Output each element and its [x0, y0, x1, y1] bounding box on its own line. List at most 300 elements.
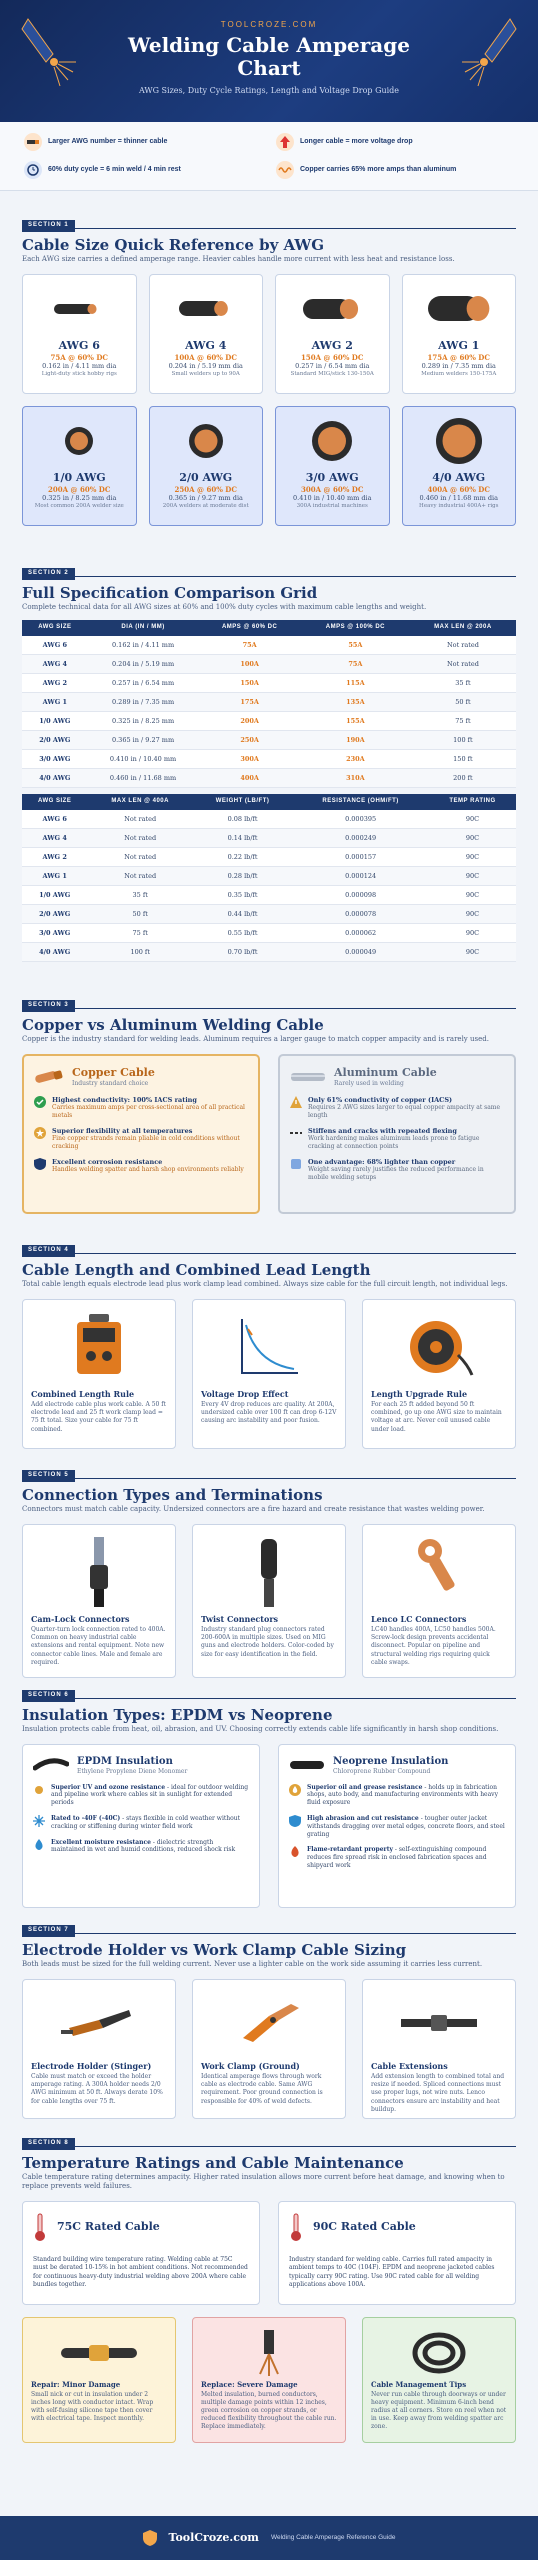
card-title: Combined Length Rule	[31, 1388, 135, 1399]
footer-tagline: Welding Cable Amperage Reference Guide	[270, 2533, 396, 2541]
awg-diameter: 0.204 in / 5.19 mm dia	[168, 362, 243, 371]
welding-torch-icon	[460, 14, 520, 104]
card-electrode-holder	[22, 1979, 176, 2119]
aluminum-cable-icon	[290, 1071, 326, 1083]
section-title: Insulation Types: EPDM vs Neoprene	[22, 1705, 333, 1724]
table-cell: 1/0 AWG	[22, 712, 88, 731]
table-cell: 400A	[198, 769, 301, 788]
card-desc: Quarter-turn lock connection rated to 400A. Common on heavy industrial cable extensions and rental equipment. Note new connector cable lines. Male and female are required.	[31, 1626, 166, 1666]
awg-amps: 200A @ 60% DC	[48, 485, 111, 495]
table-cell: 90C	[429, 848, 516, 867]
copper-title: Copper Cable	[72, 1065, 155, 1079]
table-row	[22, 905, 516, 924]
section-insulation	[0, 1690, 538, 1908]
table-row	[22, 712, 516, 731]
table-cell: 190A	[301, 731, 410, 750]
table-cell: AWG 6	[22, 810, 87, 829]
section-badge: SECTION 3	[22, 1000, 75, 1012]
table-header: MAX LEN @ 400A	[87, 794, 193, 810]
neoprene-sub: Chloroprene Rubber Compound	[333, 1767, 431, 1775]
section-badge: SECTION 6	[22, 1690, 75, 1702]
section-awg-reference	[0, 220, 538, 526]
snowflake-icon	[33, 1815, 45, 1827]
arrow-up-icon	[276, 133, 294, 151]
title-line-2: Chart	[237, 56, 301, 81]
card-desc: Identical amperage flows through work cable as electrode cable. Same AWG requirement. Poor ground connection is responsible for 40% of weld defects.	[201, 2073, 323, 2105]
copper-cable-box	[22, 1054, 260, 1214]
cable-cross-section-icon	[177, 298, 235, 319]
table-cell: 0.204 in / 5.19 mm	[88, 655, 199, 674]
table-cell: 90C	[429, 886, 516, 905]
table-cell: AWG 2	[22, 848, 87, 867]
card-desc: Industry standard for welding cable. Carries full rated ampacity in ambient temps to 40C (104F). EPDM and neoprene jacketed cables typically carry 90C rating. Use 90C rated cable for all welding applications above 100A.	[289, 2255, 495, 2289]
legend-item	[276, 160, 514, 180]
thermometer-icon	[289, 2212, 303, 2242]
awg-card	[402, 274, 517, 394]
coiled-cable-icon	[409, 2328, 469, 2378]
point-desc: Weight saving rarely justifies the reduced performance in mobile welding setups	[308, 1166, 484, 1182]
card-90c	[278, 2201, 516, 2305]
legend-item	[276, 132, 514, 152]
card-title: Cable Extensions	[371, 2060, 448, 2071]
card-desc: Every 4V drop reduces arc quality. At 200A, undersized cable over 100 ft can drop 6-12V causing arc instability and poor fusion.	[201, 1401, 337, 1425]
card-cam-lock	[22, 1524, 176, 1678]
point-desc: - self-extinguishing compound reduces fire spread risk in enclosed fabrication spaces and shipyard work	[307, 1846, 487, 1870]
table-cell: Not rated	[87, 810, 193, 829]
table-cell: 0.000098	[292, 886, 429, 905]
shield-logo-icon	[143, 2530, 157, 2546]
point-title: Superior flexibility at all temperatures	[52, 1127, 193, 1136]
section-desc: Complete technical data for all AWG sizes at 60% and 100% duty cycles with maximum cable lengths and weight.	[22, 602, 427, 611]
awg-size: 4/0 AWG	[432, 470, 486, 484]
table-cell: Not rated	[87, 867, 193, 886]
copper-cable-icon	[34, 1070, 64, 1084]
awg-size: AWG 2	[311, 338, 353, 352]
legend-text: Longer cable = more voltage drop	[300, 138, 413, 146]
table-cell: AWG 6	[22, 636, 88, 655]
section-badge: SECTION 5	[22, 1470, 75, 1482]
point-title: Rated to -40F (-40C)	[51, 1815, 121, 1823]
table-cell: AWG 1	[22, 867, 87, 886]
table-cell: AWG 2	[22, 674, 88, 693]
card-title: Work Clamp (Ground)	[201, 2060, 300, 2071]
table-cell: 0.000062	[292, 924, 429, 943]
neoprene-title: Neoprene Insulation	[333, 1755, 449, 1767]
spec-table-2	[22, 794, 516, 962]
table-cell: Not rated	[410, 636, 516, 655]
card-voltage-drop	[192, 1299, 346, 1449]
damaged-cable-icon	[244, 2328, 294, 2378]
awg-diameter: 0.410 in / 10.40 mm dia	[293, 494, 372, 503]
feature-point	[290, 1158, 504, 1182]
section-connections	[0, 1470, 538, 1678]
legend-text: Copper carries 65% more amps than aluminum	[300, 166, 457, 174]
point-title: Superior UV and ozone resistance	[51, 1783, 166, 1791]
card-title: Voltage Drop Effect	[201, 1388, 289, 1399]
card-desc: LC40 handles 400A, LC50 handles 500A. Screw-lock design prevents accidental disconnect. Popular on pipeline and structural welding rigs requiring quick cable swaps.	[371, 1626, 496, 1666]
awg-amps: 400A @ 60% DC	[427, 485, 490, 495]
table-cell: 90C	[429, 829, 516, 848]
card-length-upgrade	[362, 1299, 516, 1449]
card-desc: Cable must match or exceed the holder amperage rating. A 300A holder needs 2/0 AWG minimum at 50 ft. Always derate 10% for cable lengths over 75 ft.	[31, 2073, 163, 2105]
section-title: Cable Size Quick Reference by AWG	[22, 235, 325, 254]
table-cell: 90C	[429, 867, 516, 886]
awg-note: 300A industrial machines	[296, 502, 368, 509]
electrode-holder-icon	[59, 1998, 139, 2048]
footer-brand[interactable]: ToolCroze.com	[168, 2530, 259, 2544]
table-cell: 0.08 lb/ft	[193, 810, 292, 829]
awg-size: AWG 4	[185, 338, 227, 352]
table-row	[22, 731, 516, 750]
cable-cross-section-icon	[426, 293, 492, 324]
cable-cross-section-icon	[176, 413, 236, 469]
table-cell: 90C	[429, 810, 516, 829]
awg-note: Heavy industrial 400A+ rigs	[419, 502, 499, 509]
section-badge: SECTION 2	[22, 568, 75, 580]
point-desc: Fine copper strands remain pliable in cold conditions without cracking	[52, 1135, 240, 1151]
table-cell: AWG 4	[22, 655, 88, 674]
feature-point	[34, 1127, 248, 1151]
table-cell: 0.55 lb/ft	[193, 924, 292, 943]
table-row	[22, 693, 516, 712]
point-desc: Work hardening makes aluminum leads prone to fatigue cracking at connection points	[308, 1135, 480, 1151]
table-cell: 75 ft	[87, 924, 193, 943]
awg-note: Small welders up to 90A	[171, 370, 240, 377]
section-desc: Each AWG size carries a defined amperage range. Heavier cables handle more current with less heat and resistance loss.	[22, 254, 455, 263]
welder-machine-icon	[69, 1312, 129, 1382]
point-title: Highest conductivity: 100% IACS rating	[52, 1095, 197, 1104]
thermometer-icon	[33, 2212, 47, 2242]
table-header: AWG SIZE	[22, 794, 87, 810]
section-desc: Insulation protects cable from heat, oil, abrasion, and UV. Choosing correctly extends cable life significantly in harsh shop conditions.	[22, 1724, 499, 1733]
awg-diameter: 0.460 in / 11.68 mm dia	[419, 494, 498, 503]
awg-note: 200A welders at moderate dist	[162, 502, 249, 509]
awg-size: 2/0 AWG	[179, 470, 233, 484]
table-cell: 200A	[198, 712, 301, 731]
awg-amps: 250A @ 60% DC	[174, 485, 237, 495]
card-repair	[22, 2317, 176, 2443]
table-cell: 0.162 in / 4.11 mm	[88, 636, 199, 655]
card-title: Lenco LC Connectors	[371, 1613, 467, 1624]
table-cell: 100 ft	[410, 731, 516, 750]
card-replace	[192, 2317, 346, 2443]
table-cell: 90C	[429, 905, 516, 924]
awg-diameter: 0.257 in / 6.54 mm dia	[295, 362, 370, 371]
point-title: Flame-retardant property	[307, 1846, 393, 1854]
legend-text: Larger AWG number = thinner cable	[48, 138, 168, 146]
table-cell: 100 ft	[87, 943, 193, 962]
table-header: TEMP RATING	[429, 794, 516, 810]
table-header: DIA (IN / MM)	[88, 620, 199, 636]
feature-point	[34, 1096, 248, 1120]
dashed-line-icon	[290, 1127, 302, 1139]
feature-point	[33, 1784, 249, 1807]
table-row	[22, 886, 516, 905]
awg-size: AWG 1	[438, 338, 480, 352]
water-drop-icon	[33, 1839, 45, 1851]
lug-connector-icon	[414, 1535, 464, 1609]
awg-note: Most common 200A welder size	[34, 502, 124, 509]
table-cell: 0.460 in / 11.68 mm	[88, 769, 199, 788]
feature-point	[34, 1158, 248, 1174]
feature-point	[289, 1846, 505, 1869]
table-cell: 0.000124	[292, 867, 429, 886]
epdm-sub: Ethylene Propylene Diene Monomer	[77, 1767, 188, 1775]
legend	[0, 122, 538, 191]
cable-reel-icon	[404, 1315, 474, 1379]
card-combined-length	[22, 1299, 176, 1449]
card-title: Twist Connectors	[201, 1613, 279, 1624]
oil-drop-icon	[289, 1784, 301, 1796]
awg-size: 3/0 AWG	[305, 470, 359, 484]
point-desc: - tougher outer jacket withstands dragging over metal edges, concrete floors, and steel grating	[307, 1815, 505, 1838]
table-cell: 135A	[301, 693, 410, 712]
section-title: Electrode Holder vs Work Clamp Cable Sizing	[22, 1940, 407, 1959]
table-cell: 3/0 AWG	[22, 750, 88, 769]
awg-amps: 150A @ 60% DC	[301, 353, 364, 363]
section-title: Copper vs Aluminum Welding Cable	[22, 1015, 324, 1034]
section-badge: SECTION 7	[22, 1925, 75, 1937]
table-cell: 1/0 AWG	[22, 886, 87, 905]
card-desc: Standard building wire temperature rating. Welding cable at 75C must be derated 10-15% in hot ambient conditions. Not recommended for continuous heavy-duty industrial welding above 200A where cable bundles together.	[33, 2255, 248, 2289]
awg-note: Light-duty stick hobby rigs	[41, 370, 117, 377]
feature-point	[33, 1839, 249, 1855]
section-desc: Copper is the industry standard for welding leads. Aluminum requires a larger gauge to match copper ampacity and is rarely used.	[22, 1034, 489, 1043]
table-cell: 0.28 lb/ft	[193, 867, 292, 886]
card-work-clamp	[192, 1979, 346, 2119]
feature-point	[290, 1096, 504, 1120]
black-cable-icon	[33, 1758, 69, 1772]
table-row	[22, 943, 516, 962]
card-desc: Small nick or cut in insulation under 2 inches long with conductor intact. Wrap with self-fusing silicone tape then cover with electrical tape. Inspect monthly.	[31, 2391, 154, 2423]
section-temperature	[0, 2138, 538, 2443]
table-row	[22, 769, 516, 788]
warning-icon	[290, 1096, 302, 1108]
table-cell: 150 ft	[410, 750, 516, 769]
table-cell: 2/0 AWG	[22, 731, 88, 750]
table-cell: 0.289 in / 7.35 mm	[88, 693, 199, 712]
aluminum-cable-box	[278, 1054, 516, 1214]
section-badge: SECTION 4	[22, 1245, 75, 1257]
flame-icon	[289, 1846, 301, 1858]
table-cell: 0.70 lb/ft	[193, 943, 292, 962]
table-cell: 250A	[198, 731, 301, 750]
copper-sub: Industry standard choice	[72, 1080, 149, 1088]
section-badge: SECTION 1	[22, 220, 75, 232]
cable-extension-icon	[399, 2003, 479, 2043]
point-desc: - ideal for outdoor welding and pipeline work where cables sit in sunlight for extended periods	[51, 1783, 249, 1807]
brand-label[interactable]: TOOLCROZE.COM	[220, 20, 318, 29]
table-cell: 50 ft	[410, 693, 516, 712]
table-cell: Not rated	[410, 655, 516, 674]
point-title: Excellent corrosion resistance	[52, 1158, 163, 1167]
table-cell: 35 ft	[410, 674, 516, 693]
epdm-title: EPDM Insulation	[77, 1755, 173, 1767]
section-badge: SECTION 8	[22, 2138, 75, 2150]
card-cable-extensions	[362, 1979, 516, 2119]
feature-point	[290, 1127, 504, 1151]
legend-item	[24, 160, 262, 180]
table-cell: 0.325 in / 8.25 mm	[88, 712, 199, 731]
voltage-drop-graph-icon	[236, 1315, 302, 1379]
table-cell: 230A	[301, 750, 410, 769]
epdm-box	[22, 1744, 260, 1908]
card-title: 75C Rated Cable	[57, 2219, 160, 2233]
card-desc: Add extension length to combined total and resize if needed. Spliced connections must use proper lugs, not wire nuts. Lenco connectors ensure arc instability and heat buildup.	[371, 2073, 505, 2113]
awg-amps: 175A @ 60% DC	[427, 353, 490, 363]
table-cell: 75A	[301, 655, 410, 674]
table-cell: AWG 4	[22, 829, 87, 848]
point-title: High abrasion and cut resistance	[307, 1815, 419, 1823]
awg-card	[149, 406, 264, 526]
card-title: Replace: Severe Damage	[201, 2379, 298, 2389]
point-title: One advantage: 68% lighter than copper	[308, 1158, 456, 1167]
table-cell: Not rated	[87, 829, 193, 848]
table-cell: 0.000049	[292, 943, 429, 962]
table-cell: 55A	[301, 636, 410, 655]
aluminum-sub: Rarely used in welding	[334, 1080, 404, 1088]
aluminum-title: Aluminum Cable	[334, 1065, 437, 1079]
cable-cross-section-icon	[302, 413, 362, 469]
table-row	[22, 829, 516, 848]
table-cell: 155A	[301, 712, 410, 731]
section-copper-aluminum	[0, 1000, 538, 1214]
table-header: AMPS @ 60% DC	[198, 620, 301, 636]
point-desc: Carries maximum amps per cross-sectional area of all practical metals	[52, 1104, 245, 1120]
neoprene-cable-icon	[289, 1758, 325, 1772]
card-desc: Industry standard plug connectors rated 200-600A in multiple sizes. Used on MIG guns and electrode holders. Color-coded by size for easy identification in the field.	[201, 1626, 334, 1658]
card-desc: Add electrode cable plus work cable. A 50 ft electrode lead and 25 ft work clamp lead = 75 ft total. Size your cable for 75 ft combined.	[31, 1401, 166, 1433]
table-row	[22, 655, 516, 674]
awg-diameter: 0.325 in / 8.25 mm dia	[42, 494, 117, 503]
taped-cable-icon	[59, 2338, 139, 2368]
awg-amps: 75A @ 60% DC	[50, 353, 109, 363]
card-title: Length Upgrade Rule	[371, 1388, 468, 1399]
section-desc: Connectors must match cable capacity. Undersized connectors are a fire hazard and create resistance that wastes welding power.	[22, 1504, 485, 1513]
table-cell: 150A	[198, 674, 301, 693]
twist-connector-icon	[254, 1535, 284, 1609]
table-cell: Not rated	[87, 848, 193, 867]
table-cell: 0.000078	[292, 905, 429, 924]
awg-amps: 100A @ 60% DC	[174, 353, 237, 363]
awg-card	[275, 274, 390, 394]
cable-cross-section-icon	[52, 301, 106, 317]
awg-amps: 300A @ 60% DC	[301, 485, 364, 495]
table-cell: 50 ft	[87, 905, 193, 924]
section-desc: Total cable length equals electrode lead plus work clamp lead combined. Always size cable for the full circuit length, not individual legs.	[22, 1279, 508, 1288]
table-cell: 0.410 in / 10.40 mm	[88, 750, 199, 769]
card-title: 90C Rated Cable	[313, 2219, 416, 2233]
section-spec-grid	[0, 568, 538, 962]
table-cell: 100A	[198, 655, 301, 674]
awg-diameter: 0.289 in / 7.35 mm dia	[421, 362, 496, 371]
table-cell: 75A	[198, 636, 301, 655]
table-cell: 4/0 AWG	[22, 943, 87, 962]
table-row	[22, 924, 516, 943]
section-cable-length	[0, 1245, 538, 1449]
awg-diameter: 0.162 in / 4.11 mm dia	[42, 362, 117, 371]
table-cell: 175A	[198, 693, 301, 712]
table-cell: 0.000157	[292, 848, 429, 867]
section-title: Temperature Ratings and Cable Maintenance	[22, 2153, 404, 2172]
table-row	[22, 867, 516, 886]
table-cell: 0.22 lb/ft	[193, 848, 292, 867]
table-row	[22, 750, 516, 769]
point-desc: Handles welding spatter and harsh shop environments reliably	[52, 1166, 244, 1174]
table-cell: 0.000249	[292, 829, 429, 848]
table-row	[22, 674, 516, 693]
cam-lock-connector-icon	[84, 1535, 114, 1609]
card-desc: For each 25 ft added beyond 50 ft combined, go up one AWG size to maintain voltage at arc. Never coil unused cable under load.	[371, 1401, 502, 1433]
point-desc: - dielectric strength maintained in wet and humid conditions, reduced shock risk	[51, 1838, 236, 1854]
awg-card	[22, 406, 137, 526]
awg-card	[22, 274, 137, 394]
card-desc: Never run cable through doorways or under heavy equipment. Minimum 6-inch bend radius at all corners. Store on reel when not in use. Keep away from welding spatter arc zone.	[371, 2391, 507, 2431]
table-row	[22, 636, 516, 655]
table-row	[22, 810, 516, 829]
spec-table-1	[22, 620, 516, 788]
section-title: Full Specification Comparison Grid	[22, 583, 318, 602]
welding-torch-icon	[18, 14, 78, 104]
section-title: Connection Types and Terminations	[22, 1485, 323, 1504]
table-cell: 115A	[301, 674, 410, 693]
section-desc: Both leads must be sized for the full welding current. Never use a lighter cable on the work side assuming it carries less current.	[22, 1959, 483, 1968]
awg-diameter: 0.365 in / 9.27 mm dia	[168, 494, 243, 503]
awg-card-grid	[22, 274, 516, 526]
cable-icon	[24, 133, 42, 151]
title-line-1: Welding Cable Amperage	[128, 33, 410, 58]
card-title: Electrode Holder (Stinger)	[31, 2060, 152, 2071]
point-title: Stiffens and cracks with repeated flexing	[308, 1127, 457, 1136]
awg-card	[149, 274, 264, 394]
point-desc: - holds up in fabrication shops, auto body, and manufacturing environments with heavy fluid exposure	[307, 1783, 498, 1807]
page-subtitle: AWG Sizes, Duty Cycle Ratings, Length and Voltage Drop Guide	[138, 86, 400, 96]
point-title: Only 61% conductivity of copper (IACS)	[308, 1095, 453, 1104]
table-cell: 0.000395	[292, 810, 429, 829]
table-cell: AWG 1	[22, 693, 88, 712]
check-icon	[34, 1096, 46, 1108]
page-header	[0, 0, 538, 122]
table-cell: 35 ft	[87, 886, 193, 905]
star-icon	[34, 1127, 46, 1139]
table-header: WEIGHT (LB/FT)	[193, 794, 292, 810]
table-cell: 75 ft	[410, 712, 516, 731]
page-title	[0, 34, 538, 80]
card-twist	[192, 1524, 346, 1678]
awg-card	[275, 406, 390, 526]
point-title: Excellent moisture resistance	[51, 1838, 151, 1846]
awg-card	[402, 406, 517, 526]
work-clamp-icon	[229, 1998, 309, 2048]
table-header: AWG SIZE	[22, 620, 88, 636]
section-title: Cable Length and Combined Lead Length	[22, 1260, 371, 1279]
table-cell: 4/0 AWG	[22, 769, 88, 788]
card-title: Cable Management Tips	[371, 2379, 467, 2389]
awg-note: Standard MIG/stick 130-150A	[290, 370, 374, 377]
coil-icon	[276, 161, 294, 179]
table-cell: 0.35 lb/ft	[193, 886, 292, 905]
table-cell: 2/0 AWG	[22, 905, 87, 924]
card-title: Repair: Minor Damage	[31, 2379, 121, 2389]
awg-size: 1/0 AWG	[52, 470, 106, 484]
legend-text: 60% duty cycle = 6 min weld / 4 min rest	[48, 166, 181, 174]
legend-item	[24, 132, 262, 152]
sun-icon	[33, 1784, 45, 1796]
cable-cross-section-icon	[301, 296, 363, 322]
feature-point	[33, 1815, 249, 1831]
feather-icon	[290, 1158, 302, 1170]
table-cell: 310A	[301, 769, 410, 788]
